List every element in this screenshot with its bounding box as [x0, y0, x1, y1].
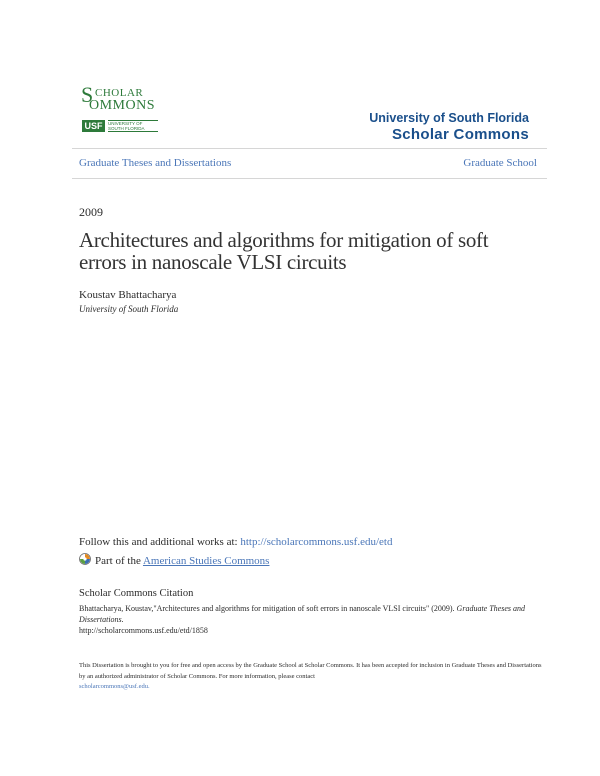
logo-commons-word: OMMONS	[89, 98, 156, 113]
citation-heading: Scholar Commons Citation	[79, 588, 194, 599]
follow-url-link[interactable]: http://scholarcommons.usf.edu/etd	[240, 536, 393, 548]
nav-divider	[72, 178, 547, 179]
document-title: Architectures and algorithms for mitigation of soft errors in nanoscale VLSI circuits	[79, 228, 489, 274]
contact-email-link[interactable]: scholarcommons@usf.edu.	[79, 683, 150, 690]
header-divider	[72, 148, 547, 149]
university-name: University of South Florida	[369, 111, 529, 125]
citation-series: Graduate Theses and Dissertations.	[79, 604, 525, 624]
scholar-commons-logo	[81, 82, 161, 136]
header-institution	[369, 110, 529, 144]
logo-initial: S	[81, 82, 94, 107]
commons-network-icon	[79, 553, 91, 568]
author-name: Koustav Bhattacharya	[79, 289, 177, 301]
nav-graduate-theses-link[interactable]: Graduate Theses and Dissertations	[79, 157, 232, 169]
access-disclaimer	[79, 661, 549, 693]
citation-body	[79, 603, 539, 625]
author-affiliation: University of South Florida	[79, 304, 179, 314]
citation-text: Bhattacharya, Koustav,"Architectures and algorithms for mitigation of soft errors in nanoscale VLSI circuits" (2009).	[79, 604, 455, 613]
follow-text: Follow this and additional works at:	[79, 536, 241, 548]
logo-university-line-1: UNIVERSITY OF	[108, 121, 143, 126]
logo-usf-badge: USF	[82, 120, 105, 132]
logo-scholar-word: CHOLAR	[95, 87, 144, 99]
part-of-text: Part of the	[95, 554, 143, 567]
disclaimer-text: This Dissertation is brought to you for free and open access by the Graduate School at Scholar Commons. It has been accepted for inclusion in Graduate Theses and Dissertations by an authorized administrator of Scholar Commons. For more information, please contact	[79, 662, 542, 680]
repository-name: Scholar Commons	[391, 126, 529, 143]
part-of-line	[79, 553, 269, 568]
logo-university-line-2: SOUTH FLORIDA	[108, 126, 145, 131]
citation-url: http://scholarcommons.usf.edu/etd/1858	[79, 626, 208, 635]
follow-line	[79, 536, 392, 548]
american-studies-commons-link[interactable]: American Studies Commons	[142, 554, 270, 567]
publication-year: 2009	[79, 205, 103, 219]
nav-graduate-school-link[interactable]: Graduate School	[463, 157, 537, 169]
logo-university-text	[108, 120, 158, 132]
